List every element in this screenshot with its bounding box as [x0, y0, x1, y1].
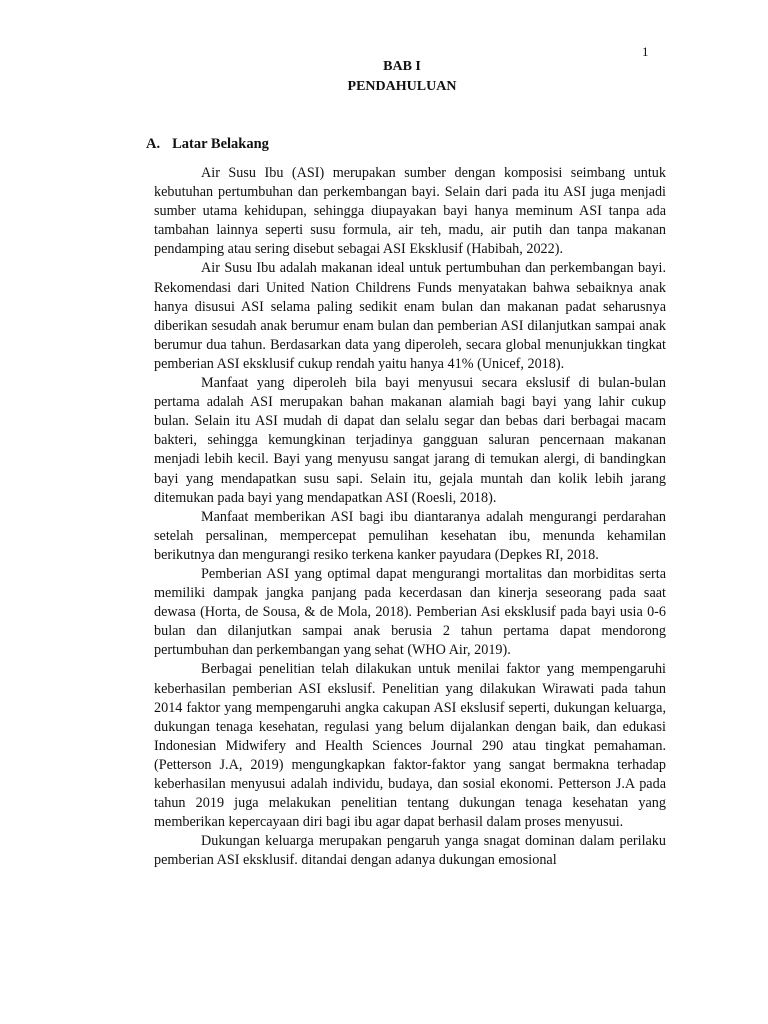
paragraph: Dukungan keluarga merupakan pengaruh yanga snagat dominan dalam perilaku pemberian ASI eksklusif. ditandai dengan adanya dukungan emosional — [154, 833, 666, 869]
paragraph: Air Susu Ibu (ASI) merupakan sumber dengan komposisi seimbang untuk kebutuhan pertumbuhan dan perkembangan bayi. Selain dari pada itu ASI juga menjadi sumber utama kehidupan, sehingga diupayakan bayi hanya meminum ASI tanpa ada tambahan lainnya seperti susu formula, air teh, madu, air putih dan tanpa makanan pendamping atau sering disebut sebagai ASI Eksklusif (Habibah, 2022). — [154, 165, 666, 258]
section-label: A. — [146, 136, 161, 152]
body-text — [154, 164, 666, 870]
section-heading — [146, 136, 269, 153]
paragraph: Manfaat yang diperoleh bila bayi menyusui secara ekslusif di bulan-bulan pertama adalah ASI merupakan bahan makanan alamiah bagi bayi yang lahir cukup bulan. Selain itu ASI mudah di dapat dan selalu segar dan bebas dari berbagai macam bakteri, sehingga kemungkinan terjadinya gangguan saluran pencernaan makanan menjadi lebih kecil. Bayi yang menyusu sangat jarang di temukan alergi, di bandingkan bayi yang mendapatkan susu sapi. Selain itu, gejala muntah dan kolik lebih jarang ditemukan pada bayi yang mendapatkan ASI (Roesli, 2018). — [154, 375, 666, 506]
chapter-heading — [0, 57, 768, 97]
section-title: Latar Belakang — [172, 136, 269, 152]
chapter-title: PENDAHULUAN — [347, 79, 457, 94]
paragraph: Berbagai penelitian telah dilakukan untuk menilai faktor yang mempengaruhi keberhasilan pemberian ASI ekslusif. Penelitian yang dilakukan Wirawati pada tahun 2014 faktor yang mempengaruhi angka cakupan ASI ekslusif seperti, dukungan keluarga, dukungan tenaga kesehatan, regulasi yang belum dijalankan dengan baik, dan edukasi Indonesian Midwifery and Health Sciences Journal 290 atau tingkat pemahaman. (Petterson J.A, 2019) mengungkapkan faktor-faktor yang sangat bermakna terhadap keberhasilan menyusui adalah individu, budaya, dan sosial ekonomi. Petterson J.A pada tahun 2019 juga melakukan penelitian tentang dukungan tenaga kesehatan yang memberikan kepercayaan diri bagi ibu agar dapat berhasil dalam proses menyusui. — [154, 661, 666, 831]
chapter-number: BAB I — [383, 59, 421, 74]
paragraph: Air Susu Ibu adalah makanan ideal untuk pertumbuhan dan perkembangan bayi. Rekomendasi dari United Nation Childrens Funds menyatakan bahwa sebaiknya anak hanya disusui ASI selama paling sedikit enam bulan dan makanan padat seharusnya diberikan sesudah anak berumur enam bulan dan pemberian ASI dilanjutkan sampai anak berumur dua tahun. Berdasarkan data yang diperoleh, secara global menunjukkan tingkat pemberian ASI eksklusif cukup rendah yaitu hanya 41% (Unicef, 2018). — [154, 260, 666, 372]
paragraph: Pemberian ASI yang optimal dapat mengurangi mortalitas dan morbiditas serta memiliki dampak jangka panjang pada kecerdasan dan kinerja seseorang pada saat dewasa (Horta, de Sousa, & de Mola, 2018). Pemberian Asi eksklusif pada bayi usia 0-6 bulan dan dilanjutkan sampai anak berusia 2 tahun pertama dapat mendorong pertumbuhan dan perkembangan yang sehat (WHO Air, 2019). — [154, 565, 666, 659]
page-number: 1 — [642, 44, 649, 59]
paragraph: Manfaat memberikan ASI bagi ibu diantaranya adalah mengurangi perdarahan setelah persalinan, mempercepat pemulihan kesehatan ibu, menunda kehamilan berikutnya dan mengurangi resiko terkena kanker payudara (Depkes RI, 2018. — [154, 508, 666, 563]
